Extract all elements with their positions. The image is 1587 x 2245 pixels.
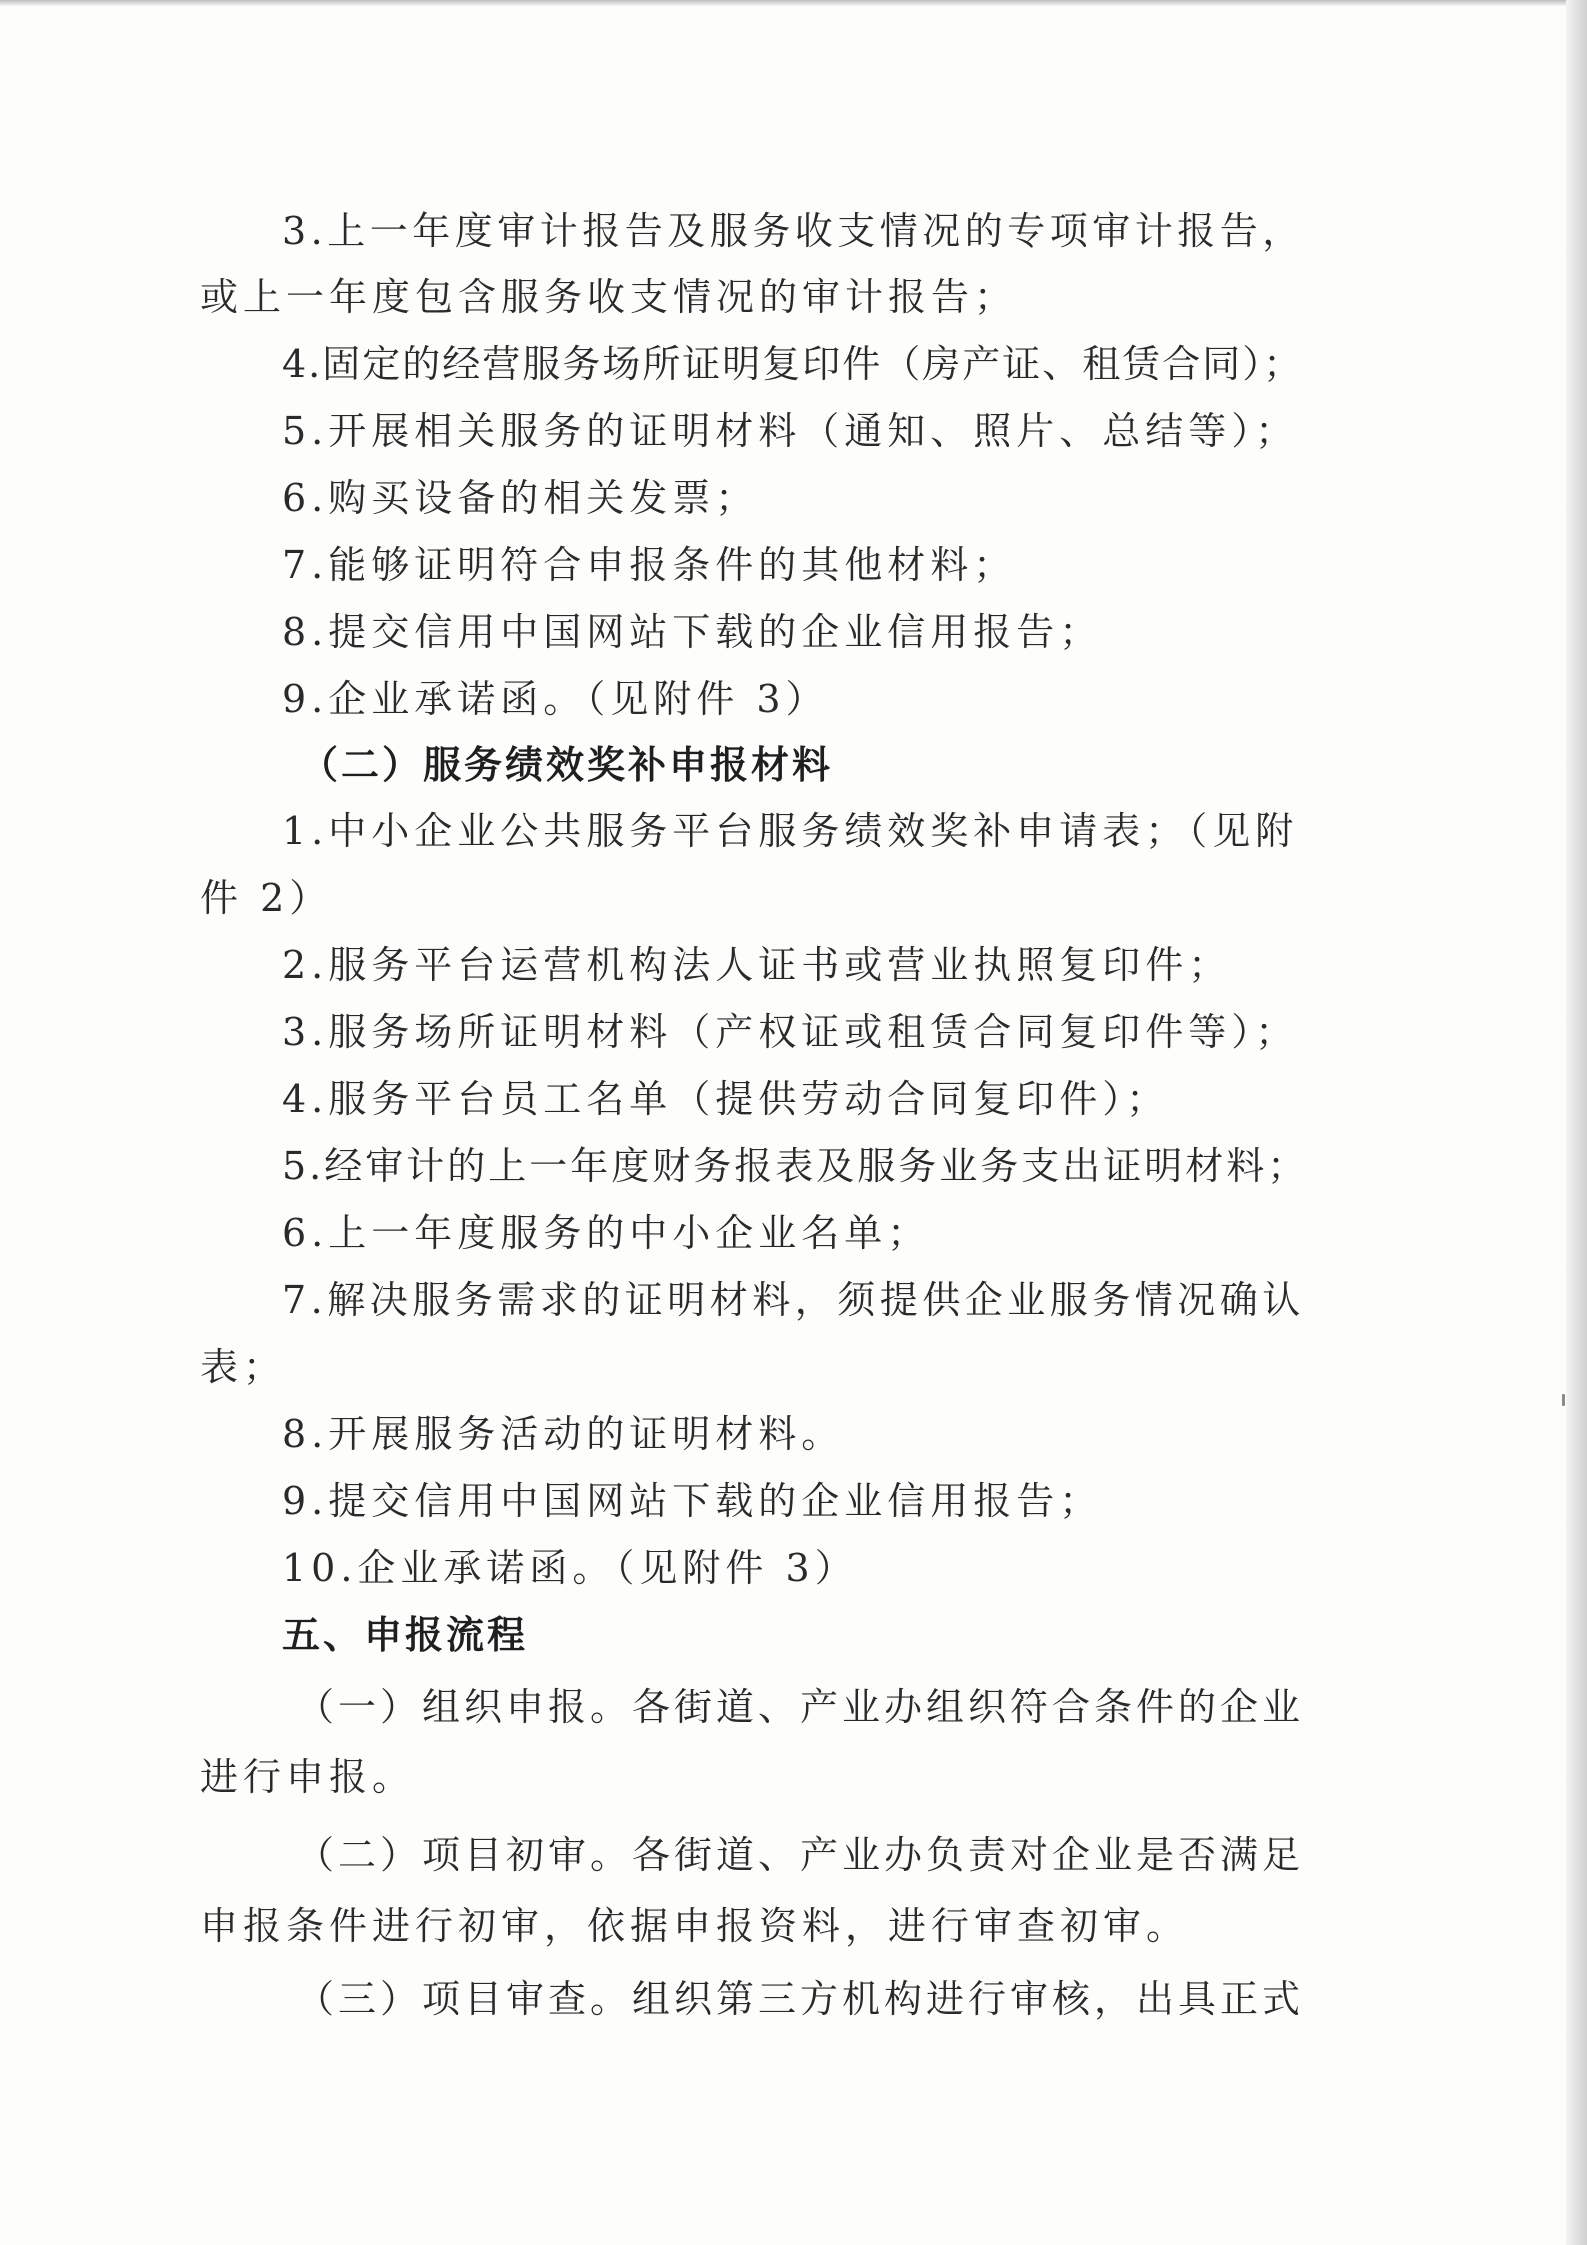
scan-top-edge — [0, 0, 1587, 6]
list-item-subsidy-application-form-continued: 件 2） — [200, 876, 333, 920]
list-item-staff-list: 4.服务平台员工名单（提供劳动合同复印件）； — [282, 1077, 1170, 1121]
list-item-business-license: 2.服务平台运营机构法人证书或营业执照复印件； — [282, 943, 1232, 987]
section-heading-performance-subsidy: （二）服务绩效奖补申报材料 — [300, 743, 834, 787]
list-item-premises-proof: 4.固定的经营服务场所证明复印件（房产证、租赁合同）； — [282, 342, 1304, 386]
paragraph-organize-application: （一）组织申报。各街道、产业办组织符合条件的企业 — [296, 1685, 1305, 1729]
list-item-other-materials: 7.能够证明符合申报条件的其他材料； — [282, 543, 1017, 587]
paragraph-organize-application-continued: 进行申报。 — [200, 1755, 416, 1799]
paragraph-preliminary-review: （二）项目初审。各街道、产业办负责对企业是否满足 — [296, 1833, 1305, 1877]
list-item-service-demand-proof: 7.解决服务需求的证明材料，须提供企业服务情况确认 — [282, 1278, 1305, 1322]
list-item-financial-statements: 5.经审计的上一年度财务报表及服务业务支出证明材料； — [282, 1144, 1309, 1188]
list-item-credit-report-2: 9.提交信用中国网站下载的企业信用报告； — [282, 1479, 1103, 1523]
list-item-annual-audit-report: 3.上一年度审计报告及服务收支情况的专项审计报告， — [282, 209, 1305, 253]
list-item-activity-proof: 8.开展服务活动的证明材料。 — [282, 1412, 845, 1456]
list-item-site-proof: 3.服务场所证明材料（产权证或租赁合同复印件等）； — [282, 1010, 1299, 1054]
scan-speck — [1562, 1394, 1565, 1406]
paragraph-project-review: （三）项目审查。组织第三方机构进行审核，出具正式 — [296, 1977, 1305, 2021]
list-item-service-proof: 5.开展相关服务的证明材料（通知、照片、总结等）； — [282, 409, 1299, 453]
scan-right-edge — [1566, 0, 1587, 2245]
list-item-commitment-letter: 9.企业承诺函。（见附件 3） — [282, 677, 829, 721]
list-item-subsidy-application-form: 1.中小企业公共服务平台服务绩效奖补申请表；（见附 — [282, 809, 1299, 853]
list-item-equipment-invoices: 6.购买设备的相关发票； — [282, 476, 759, 520]
list-item-sme-list: 6.上一年度服务的中小企业名单； — [282, 1211, 931, 1255]
list-item-annual-audit-report-continued: 或上一年度包含服务收支情况的审计报告； — [200, 275, 1018, 319]
list-item-commitment-letter-2: 10.企业承诺函。（见附件 3） — [282, 1546, 858, 1590]
paragraph-preliminary-review-continued: 申报条件进行初审，依据申报资料，进行审查初审。 — [200, 1904, 1190, 1948]
list-item-credit-report: 8.提交信用中国网站下载的企业信用报告； — [282, 610, 1103, 654]
list-item-service-demand-proof-continued: 表； — [200, 1345, 287, 1389]
section-heading-application-process: 五、申报流程 — [282, 1613, 529, 1657]
